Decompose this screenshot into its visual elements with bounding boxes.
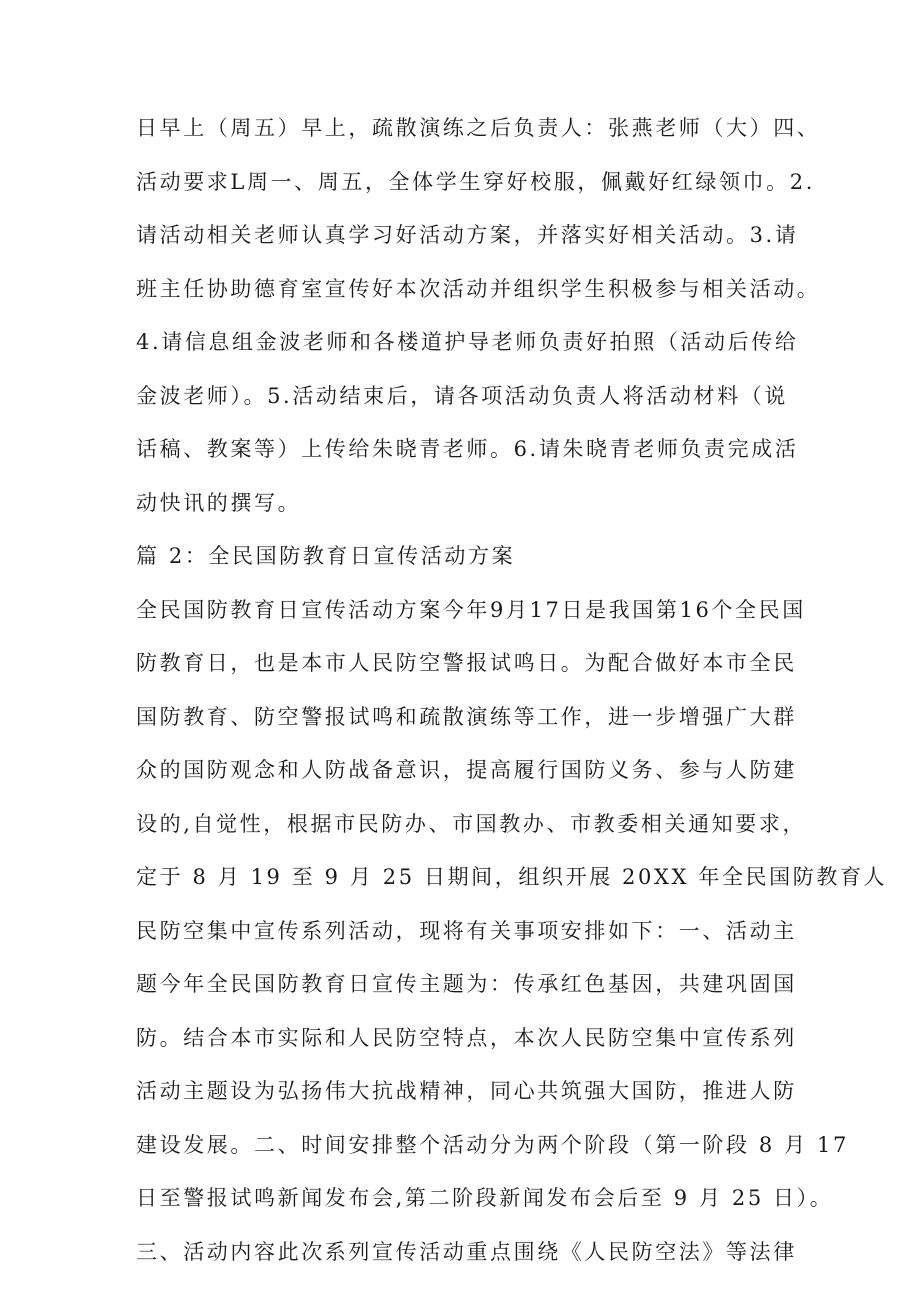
- text-line: 民防空集中宣传系列活动，现将有关事项安排如下：一、活动主: [136, 918, 797, 943]
- text-line: 题今年全民国防教育日宣传主题为：传承红色基因，共建巩固国: [136, 972, 797, 996]
- text-line: 日至警报试鸣新闻发布会,第二阶段新闻发布会后至 9 月 25 日）。: [136, 1186, 834, 1210]
- text-line: 日早上（周五）早上，疏散演练之后负责人：张燕老师（大）四、: [136, 116, 821, 140]
- text-line: 金波老师）。5.活动结束后，请各项活动负责人将活动材料（说: [136, 383, 788, 408]
- text-line: 活动主题设为弘扬伟大抗战精神，同心共筑强大国防，推进人防: [136, 1079, 797, 1103]
- text-line: 国防教育、防空警报试鸣和疏散演练等工作，进一步增强广大群: [136, 704, 797, 729]
- text-line: 定于 8 月 19 至 9 月 25 日期间，组织开展 20XX 年全民国防教育人: [136, 865, 888, 889]
- text-line: 设的,自觉性，根据市民防办、市国教办、市教委相关通知要求，: [136, 811, 807, 836]
- text-line: 班主任协助德育室宣传好本次活动并组织学生积极参与相关活动。: [136, 276, 821, 301]
- section-heading: 篇 2：全民国防教育日宣传活动方案: [136, 544, 516, 568]
- text-line: 防。结合本市实际和人民防空特点，本次人民防空集中宣传系列: [136, 1025, 797, 1050]
- text-line: 动快讯的撰写。: [136, 490, 302, 515]
- text-line: 防教育日，也是本市人民防空警报试鸣日。为配合做好本市全民: [136, 651, 797, 675]
- text-line: 活动要求L周一、周五，全体学生穿好校服，佩戴好红绿领巾。2.: [136, 169, 815, 194]
- text-line: 4.请信息组金波老师和各楼道护导老师负责好拍照（活动后传给: [136, 330, 799, 354]
- text-line: 全民国防教育日宣传活动方案今年9月17日是我国第16个全民国: [136, 597, 806, 622]
- text-line: 请活动相关老师认真学习好活动方案，并落实好相关活动。3.请: [136, 223, 799, 247]
- text-line: 三、活动内容此次系列宣传活动重点围绕《人民防空法》等法律: [136, 1239, 797, 1264]
- text-line: 众的国防观念和人防战备意识，提高履行国防义务、参与人防建: [136, 758, 797, 782]
- document-body: [136, 102, 888, 1279]
- text-line: 话稿、教案等）上传给朱晓青老师。6.请朱晓青老师负责完成活: [136, 437, 799, 461]
- text-line: 建设发展。二、时间安排整个活动分为两个阶段（第一阶段 8 月 17: [136, 1132, 849, 1157]
